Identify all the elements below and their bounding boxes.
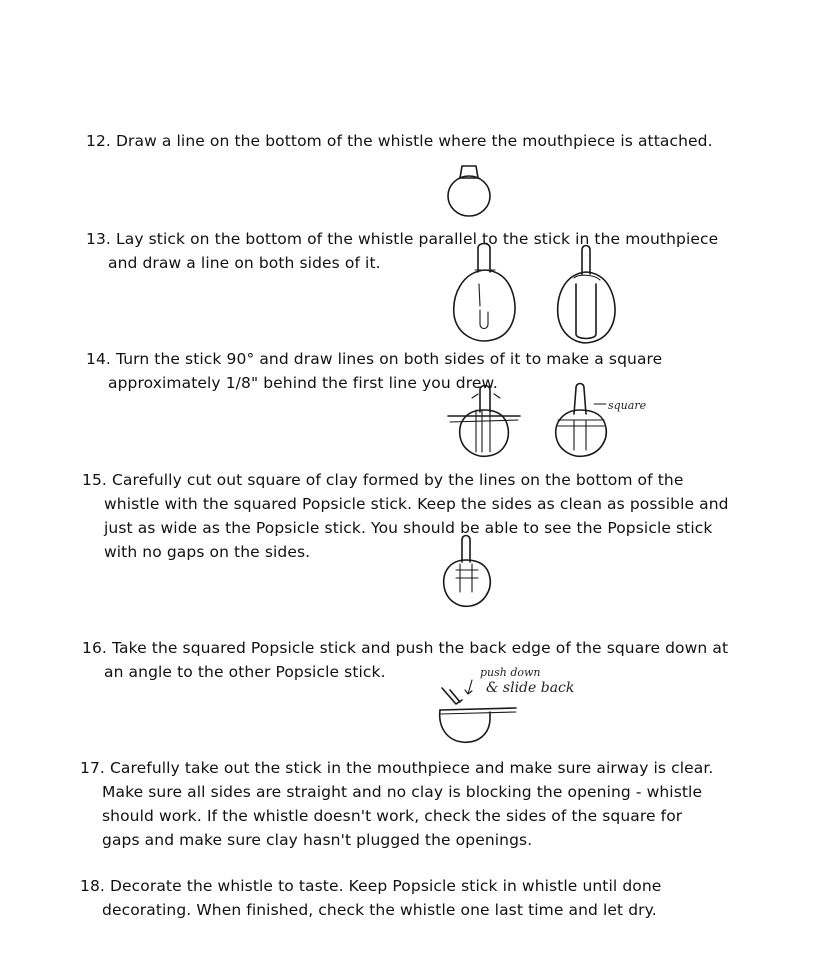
step-number: 17.	[80, 759, 105, 777]
step-text-line: whistle with the squared Popsicle stick. Keep the sides as clean as possible and	[104, 495, 729, 513]
whistle-sketch-14b	[550, 380, 660, 460]
whistle-sketch-14a	[446, 380, 526, 460]
step-number: 12.	[86, 132, 111, 150]
whistle-sketch-12	[440, 160, 500, 220]
step-12	[86, 129, 713, 153]
annotation-slide-back: & slide back	[486, 680, 575, 696]
annotation-square: square	[608, 399, 647, 412]
step-text-line: with no gaps on the sides.	[104, 543, 311, 561]
step-text-line: Draw a line on the bottom of the whistle where the mouthpiece is attached.	[115, 132, 713, 150]
step-text-line: an angle to the other Popsicle stick.	[104, 663, 386, 681]
whistle-sketch-13a	[448, 240, 523, 345]
whistle-sketch-16	[432, 660, 602, 750]
step-text-line: Make sure all sides are straight and no clay is blocking the opening - whistle	[102, 783, 703, 801]
step-16	[82, 636, 728, 684]
step-number: 18.	[80, 877, 105, 895]
step-text-line: gaps and make sure clay hasn't plugged the openings.	[102, 831, 533, 849]
step-text-line: approximately 1/8" behind the first line you drew.	[108, 374, 498, 392]
step-text-line: Decorate the whistle to taste. Keep Popsicle stick in whistle until done	[109, 877, 662, 895]
whistle-sketch-13b	[552, 240, 622, 350]
annotation-push-down: push down	[480, 666, 541, 679]
step-text-line: Turn the stick 90° and draw lines on both sides of it to make a square	[115, 350, 663, 368]
step-number: 16.	[82, 639, 107, 657]
whistle-sketch-15	[438, 534, 498, 609]
step-13	[86, 227, 718, 275]
step-text-line: Carefully take out the stick in the mouthpiece and make sure airway is clear.	[109, 759, 714, 777]
step-text-line: Take the squared Popsicle stick and push the back edge of the square down at	[111, 639, 729, 657]
step-15	[82, 468, 729, 564]
step-text-line: and draw a line on both sides of it.	[108, 254, 381, 272]
step-number: 13.	[86, 230, 111, 248]
step-text-line: should work. If the whistle doesn't work, check the sides of the square for	[102, 807, 683, 825]
step-text-line: Carefully cut out square of clay formed by the lines on the bottom of the	[111, 471, 684, 489]
step-text-line: decorating. When finished, check the whistle one last time and let dry.	[102, 901, 657, 919]
step-text-line: just as wide as the Popsicle stick. You should be able to see the Popsicle stick	[104, 519, 713, 537]
step-number: 14.	[86, 350, 111, 368]
step-18	[80, 874, 661, 922]
step-text-line: Lay stick on the bottom of the whistle parallel to the stick in the mouthpiece	[115, 230, 719, 248]
step-number: 15.	[82, 471, 107, 489]
step-17	[80, 756, 713, 852]
